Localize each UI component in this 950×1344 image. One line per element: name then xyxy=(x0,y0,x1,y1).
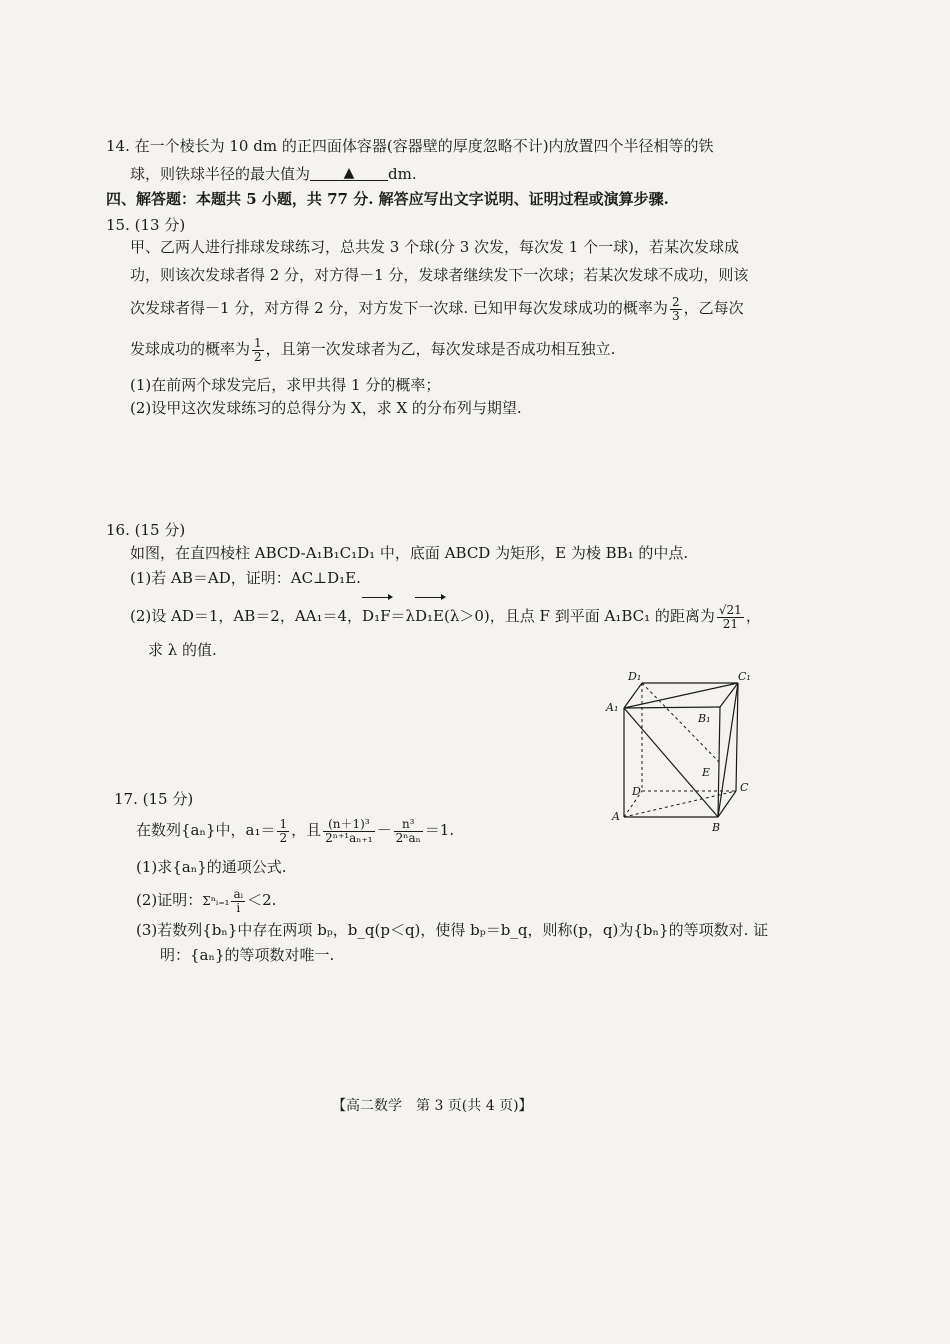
distance-num: √21 xyxy=(718,602,742,617)
page-footer: 【高二数学 第 3 页(共 4 页)】 xyxy=(332,1098,533,1114)
q17-line1-pre: 在数列{aₙ}中，a₁＝ xyxy=(136,821,276,839)
q16-header: 16. (15 分) xyxy=(106,521,186,539)
q16-part2-c: ， xyxy=(745,607,761,625)
term1-num: (n＋1)³ xyxy=(323,818,374,832)
section4-heading: 四、解答题：本题共 5 小题，共 77 分. 解答应写出文字说明、证明过程或演算步骤. xyxy=(106,190,669,208)
segment-A1-C1 xyxy=(624,683,738,708)
q14-line1: 14. 在一个棱长为 10 dm 的正四面体容器(容器壁的厚度忽略不计)内放置四个半径相等的铁 xyxy=(106,137,714,155)
q15-part1: (1)在前两个球发完后，求甲共得 1 分的概率； xyxy=(130,376,441,394)
label-B1: B₁ xyxy=(698,712,711,725)
vector-D1E: D₁E xyxy=(415,596,444,636)
distance-fraction xyxy=(717,604,744,631)
q16-line1: 如图，在直四棱柱 ABCD-A₁B₁C₁D₁ 中，底面 ABCD 为矩形，E 为棱 BB₁ 的中点. xyxy=(130,544,689,562)
sum-den: i xyxy=(236,900,241,915)
q15-line4-pre: 发球成功的概率为 xyxy=(130,340,251,358)
sum-symbol: Σⁿᵢ₌₁ xyxy=(202,894,230,908)
q15-line3-pre: 次发球者得－1 分，对方得 2 分，对方发下一次球. 已知甲每次发球成功的概率为 xyxy=(130,299,668,317)
label-E: E xyxy=(702,766,711,779)
q15-line1: 甲、乙两人进行排球发球练习，总共发 3 个球(分 3 次发，每次发 1 个一球)，若某次发球成 xyxy=(130,238,739,256)
label-A: A xyxy=(612,810,620,823)
label-C: C xyxy=(740,781,749,794)
prob-yi-fraction xyxy=(252,337,264,364)
sum-fraction xyxy=(231,888,245,915)
q17-line1-mid: ，且 xyxy=(291,821,322,839)
prob-jia-num: 2 xyxy=(671,294,680,309)
prob-yi-num: 1 xyxy=(254,335,262,350)
label-B: B xyxy=(712,821,721,834)
label-A1: A₁ xyxy=(606,701,619,714)
q16-part2 xyxy=(130,596,761,636)
term2-den: 2ⁿaₙ xyxy=(395,830,421,845)
q17-part2 xyxy=(136,880,276,921)
q17-part1: (1)求{aₙ}的通项公式. xyxy=(136,858,287,876)
a1-fraction xyxy=(277,818,289,845)
q14-line2-post: dm. xyxy=(388,165,417,183)
q15-line3 xyxy=(130,290,744,326)
q16-eq-lambda: ＝λ xyxy=(390,607,416,625)
q16-part2-line2: 求 λ 的值. xyxy=(148,641,217,659)
q16-part2-a: (2)设 AD＝1，AB＝2，AA₁＝4， xyxy=(130,607,363,625)
q15-line3-post: ，乙每次 xyxy=(683,299,744,317)
q17-minus: － xyxy=(376,821,392,839)
q17-part3-line2: 明：{aₙ}的等项数对唯一. xyxy=(160,946,335,964)
prism-figure xyxy=(598,665,768,835)
term2-fraction xyxy=(394,818,423,845)
q17-part2-post: ＜2. xyxy=(247,891,277,909)
label-D1: D₁ xyxy=(628,670,642,683)
sum-num: aᵢ xyxy=(233,886,244,901)
q17-line1 xyxy=(136,810,454,850)
prob-jia-fraction xyxy=(670,296,682,323)
q17-part3-line1: (3)若数列{bₙ}中存在两项 bₚ，b_q(p＜q)，使得 bₚ＝b_q，则称(p，q)为{bₙ}的等项数对. 证 xyxy=(136,921,769,939)
term1-fraction xyxy=(323,818,374,845)
prob-jia-den: 3 xyxy=(671,308,680,323)
prob-yi-den: 2 xyxy=(254,349,262,364)
q16-part2-b: (λ＞0)，且点 F 到平面 A₁BC₁ 的距离为 xyxy=(444,607,715,625)
q17-header: 17. (15 分) xyxy=(114,790,194,808)
edge-B1-A1 xyxy=(624,707,720,708)
term1-den: 2ⁿ⁺¹aₙ₊₁ xyxy=(325,830,373,845)
vector-D1F: D₁F xyxy=(362,596,390,636)
label-D: D xyxy=(632,785,641,798)
label-C1: C₁ xyxy=(738,670,751,683)
segment-B-C1 xyxy=(718,683,738,817)
a1-num: 1 xyxy=(279,816,288,831)
answer-blank xyxy=(310,166,388,181)
edge-C-C1 xyxy=(736,683,738,791)
a1-den: 2 xyxy=(279,830,288,845)
q15-part2: (2)设甲这次发球练习的总得分为 X，求 X 的分布列与期望. xyxy=(130,399,522,417)
q15-line4 xyxy=(130,331,615,367)
q14-line2-pre: 球，则铁球半径的最大值为 xyxy=(130,165,311,183)
q15-line4-post: ，且第一次发球者为乙，每次发球是否成功相互独立. xyxy=(265,340,616,358)
distance-den: 21 xyxy=(722,616,738,631)
q15-line2: 功，则该次发球者得 2 分，对方得－1 分，发球者继续发下一次球；若某次发球不成功，则该 xyxy=(130,266,749,284)
q17-line1-post: ＝1. xyxy=(424,821,455,839)
q14-line2 xyxy=(130,164,417,184)
q16-part1: (1)若 AB＝AD，证明：AC⊥D₁E. xyxy=(130,569,361,587)
triangle-icon: ▲ xyxy=(343,165,355,181)
q15-header: 15. (13 分) xyxy=(106,216,186,234)
q17-part2-pre: (2)证明： xyxy=(136,891,203,909)
term2-num: n³ xyxy=(394,818,423,832)
